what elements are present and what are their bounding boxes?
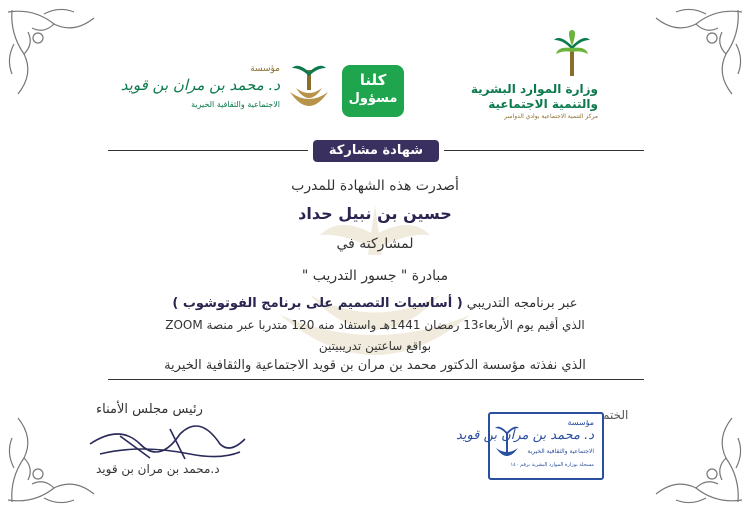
kollona-masool-logo (342, 65, 404, 117)
foundation-label: مؤسسة (250, 64, 280, 74)
stamp-line1: مؤسسة (567, 418, 594, 427)
participation-text: لمشاركته في (336, 236, 414, 252)
initiative-name: مبادرة " جسور التدريب " (301, 268, 449, 284)
details-line: الذي أقيم يوم الأربعاء13 رمضان 1441هـ واستفاد منه 120 متدربا عبر منصة ZOOM (165, 318, 585, 332)
ministry-center-name: مركز التنمية الاجتماعية بوادي الدواسر (504, 113, 598, 120)
stamp-label: الختم (602, 408, 629, 422)
palm-emblem-icon (552, 30, 592, 78)
stamp-line2: د. محمد بن مران بن قويد (456, 428, 594, 443)
program-name: ( أساسيات التصميم على برنامج الفوتوشوب ) (172, 296, 463, 311)
divider-right (444, 150, 644, 151)
masool-text: مسؤول (348, 91, 398, 106)
divider-bottom (108, 379, 644, 380)
foundation-emblem-icon (286, 62, 332, 116)
foundation-logo (120, 62, 332, 118)
stamp-line3: الاجتماعية والثقافية الخيرية (527, 448, 594, 455)
official-stamp (456, 412, 604, 480)
trainee-name: حسين بن نبيل حداد (298, 204, 452, 223)
certificate-title-badge: شهادة مشاركة (313, 140, 439, 162)
signatory-name: د.محمد بن مران بن قويد (96, 462, 220, 476)
ministry-logo (448, 30, 598, 120)
corner-ornament-bottom-right (636, 408, 746, 508)
ministry-name-line1: وزارة الموارد البشرية (470, 82, 598, 96)
corner-ornament-top-right (636, 4, 746, 104)
divider-left (108, 150, 308, 151)
issued-to-text: أصدرت هذه الشهادة للمدرب (291, 178, 459, 194)
program-prefix: عبر برنامجه التدريبي (466, 296, 578, 311)
foundation-name: د. محمد بن مران بن قويد (120, 76, 280, 94)
kollona-text: كلنا (359, 71, 387, 89)
program-line (60, 296, 690, 311)
stamp-line4: مسجلة بوزارة الموارد البشرية برقم ١٤٠ (510, 462, 594, 468)
duration-line: بواقع ساعتين تدريبيتين (318, 339, 432, 353)
executed-by-line: الذي نفذته مؤسسة الدكتور محمد بن مران بن قويد الاجتماعية والثقافية الخيرية (164, 358, 586, 373)
foundation-subtitle: الاجتماعية والثقافية الخيرية (191, 100, 280, 109)
ministry-name-line2: والتنمية الاجتماعية (488, 97, 598, 111)
corner-ornament-top-left (4, 4, 114, 104)
signatory-title: رئيس مجلس الأمناء (96, 402, 203, 417)
